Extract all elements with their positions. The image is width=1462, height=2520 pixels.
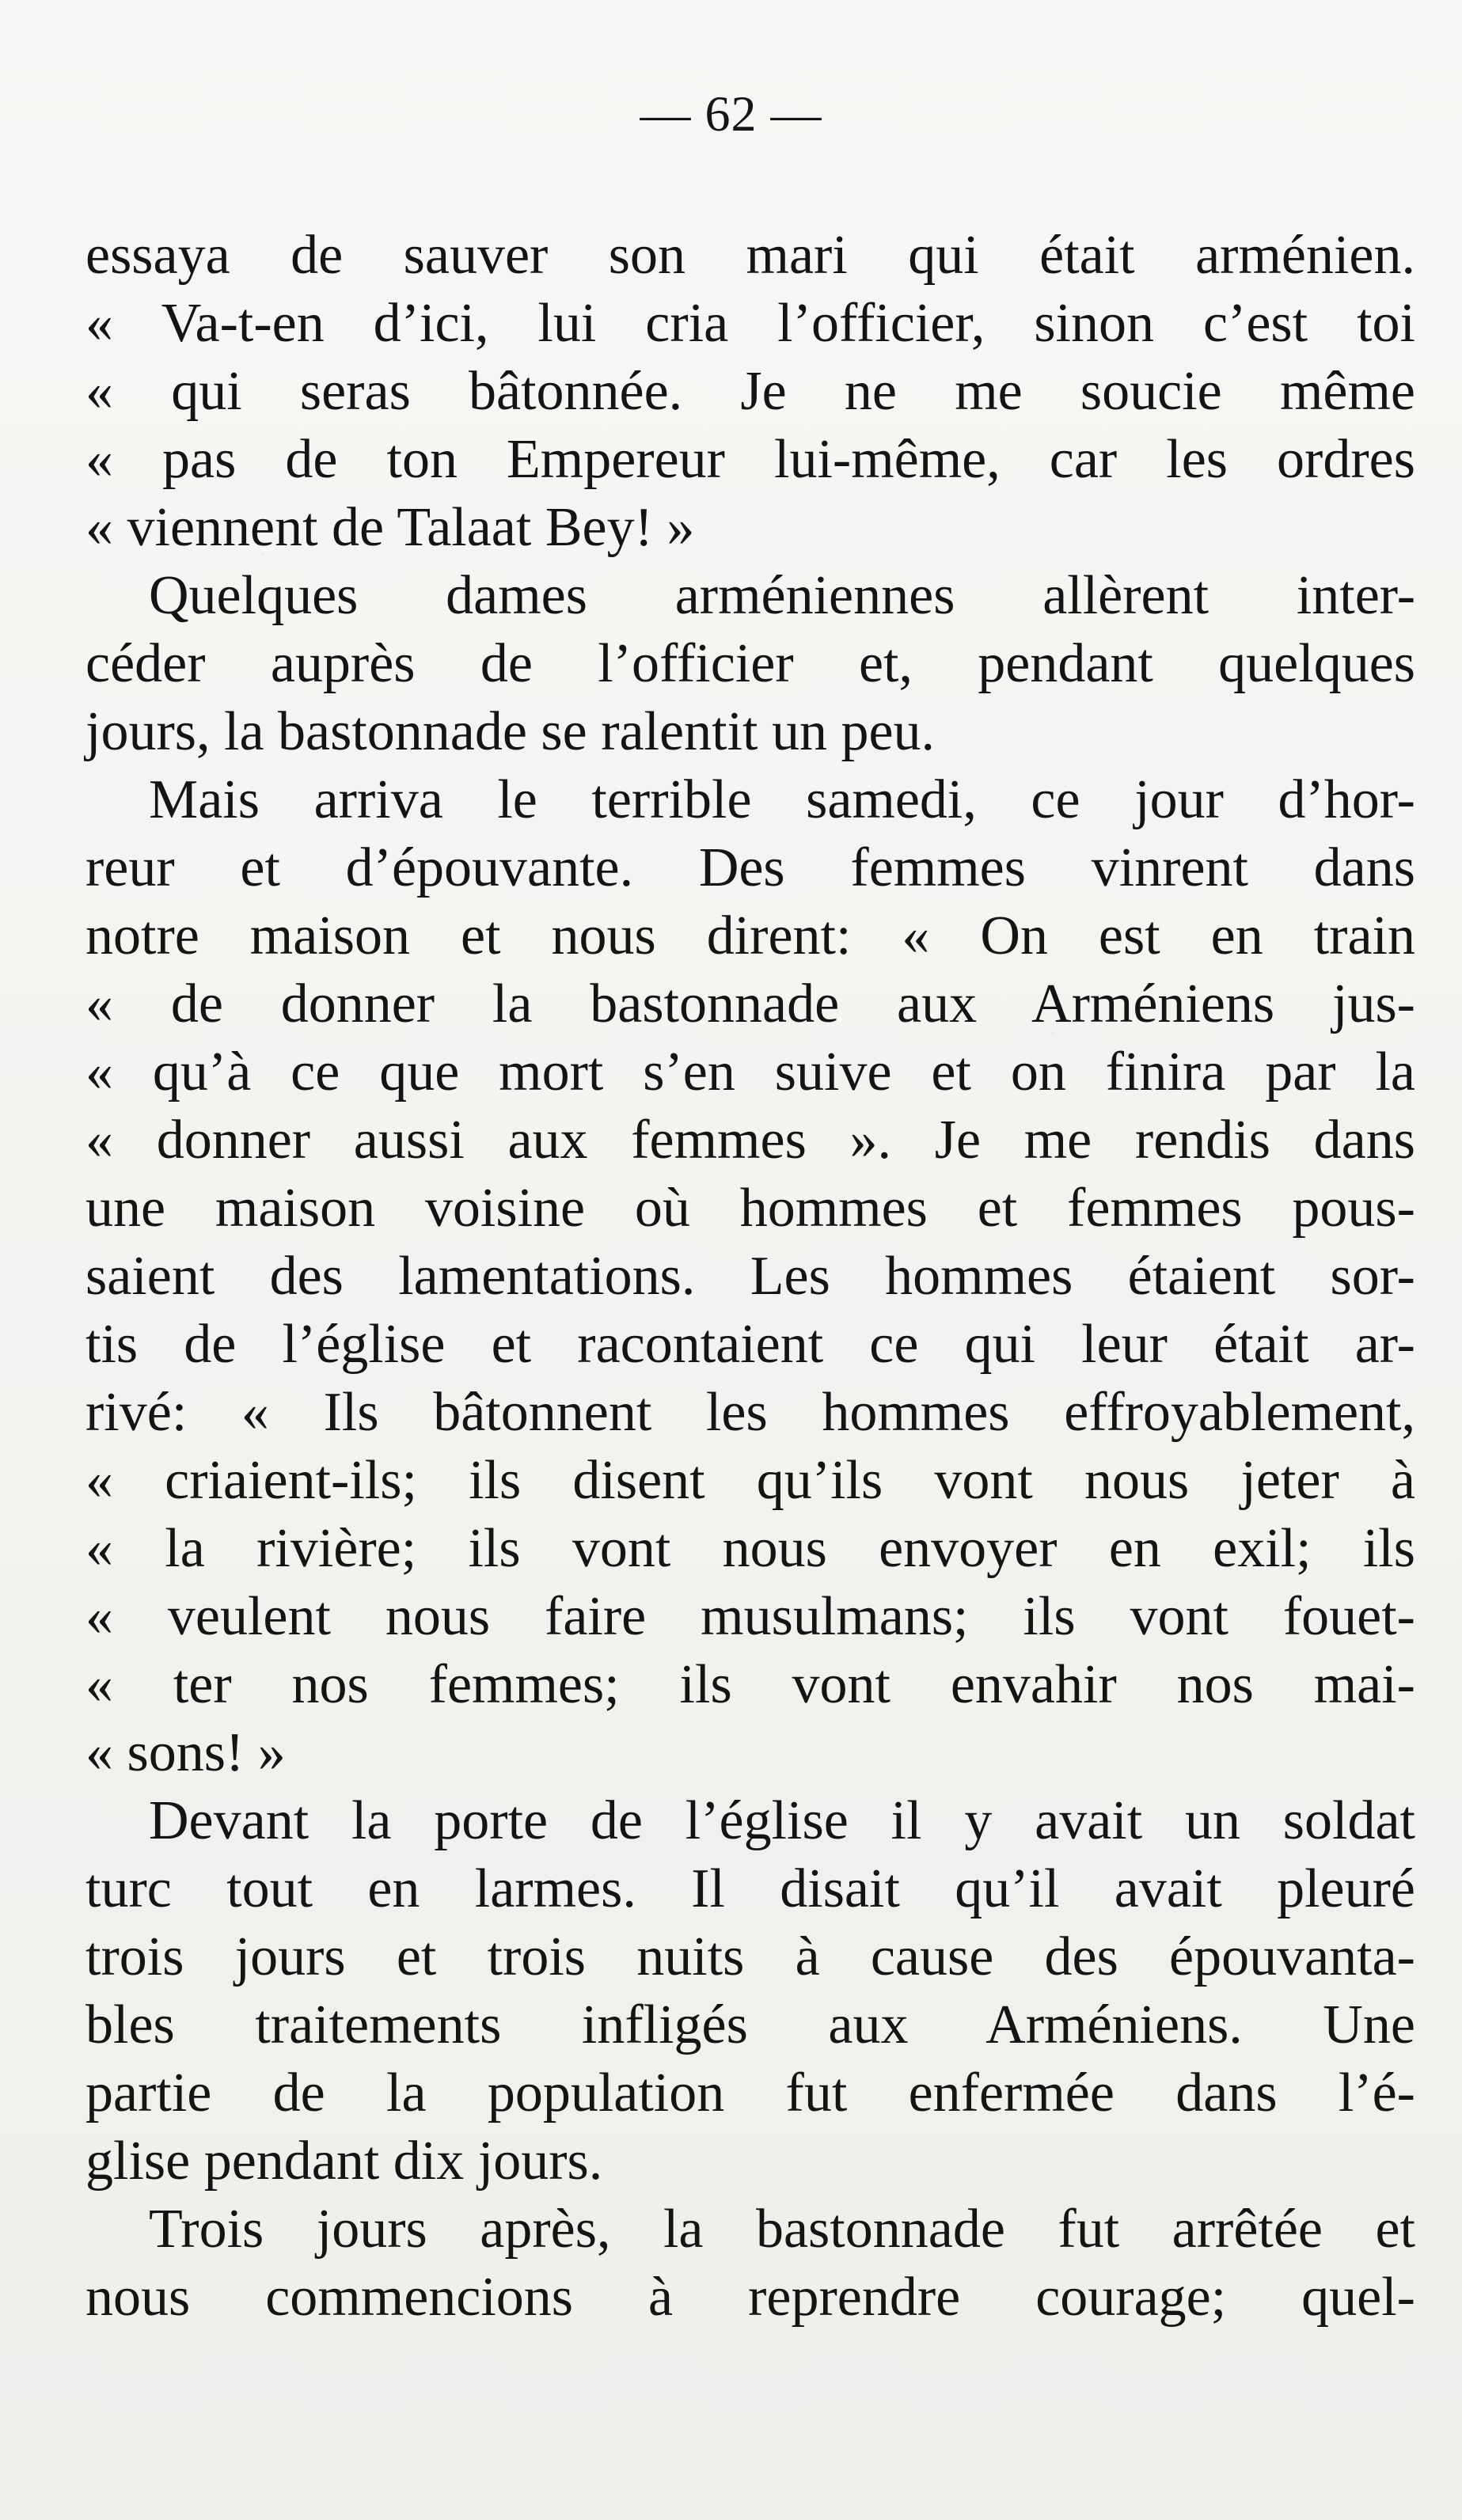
text-line: saient des lamentations. Les hommes étaient sor- — [85, 1246, 1415, 1307]
text-line: turc tout en larmes. Il disait qu’il avait pleuré — [85, 1858, 1415, 1919]
text-line: « qu’à ce que mort s’en suive et on finira par la — [85, 1042, 1415, 1102]
text-line: trois jours et trois nuits à cause des épouvanta- — [85, 1926, 1415, 1987]
page-number: — 62 — — [640, 85, 822, 142]
text-line: « pas de ton Empereur lui-même, car les ordres — [85, 429, 1415, 490]
text-line: « qui seras bâtonnée. Je ne me soucie même — [85, 361, 1415, 422]
text-line: rivé: « Ils bâtonnent les hommes effroyablement, — [85, 1382, 1415, 1443]
text-line: « de donner la bastonnade aux Arméniens jus- — [85, 973, 1415, 1034]
text-line: « la rivière; ils vont nous envoyer en exil; ils — [85, 1518, 1415, 1579]
text-line: partie de la population fut enfermée dans l’é- — [85, 2063, 1415, 2123]
text-line: tis de l’église et racontaient ce qui leur était ar- — [85, 1314, 1415, 1375]
text-line: « viennent de Talaat Bey! » — [85, 497, 695, 558]
text-line: « donner aussi aux femmes ». Je me rendis dans — [85, 1110, 1415, 1171]
text-line: nous commencions à reprendre courage; quel- — [85, 2267, 1415, 2328]
text-line: céder auprès de l’officier et, pendant quelques — [85, 633, 1415, 694]
text-line: « Va-t-en d’ici, lui cria l’officier, sinon c’est toi — [85, 293, 1415, 354]
text-line: reur et d’épouvante. Des femmes vinrent dans — [85, 837, 1415, 898]
text-line: notre maison et nous dirent: « On est en train — [85, 905, 1415, 966]
text-line: Quelques dames arméniennes allèrent inter- — [149, 565, 1415, 626]
text-line: Trois jours après, la bastonnade fut arrêtée et — [149, 2199, 1415, 2260]
text-line: « ter nos femmes; ils vont envahir nos mai- — [85, 1654, 1415, 1715]
text-line: jours, la bastonnade se ralentit un peu. — [85, 701, 936, 762]
text-line: glise pendant dix jours. — [85, 2131, 603, 2192]
text-line: bles traitements infligés aux Arméniens. Une — [85, 1994, 1415, 2055]
text-line: « sons! » — [85, 1722, 286, 1783]
text-line: « criaient-ils; ils disent qu’ils vont nous jeter à — [85, 1450, 1415, 1511]
page-text — [85, 222, 1415, 2332]
text-line: Devant la porte de l’église il y avait un soldat — [149, 1790, 1415, 1851]
text-line: une maison voisine où hommes et femmes pous- — [85, 1178, 1415, 1239]
text-line: Mais arriva le terrible samedi, ce jour d’hor- — [149, 769, 1415, 830]
text-line: essaya de sauver son mari qui était arménien. — [85, 225, 1415, 286]
text-line: « veulent nous faire musulmans; ils vont fouet- — [85, 1586, 1415, 1647]
